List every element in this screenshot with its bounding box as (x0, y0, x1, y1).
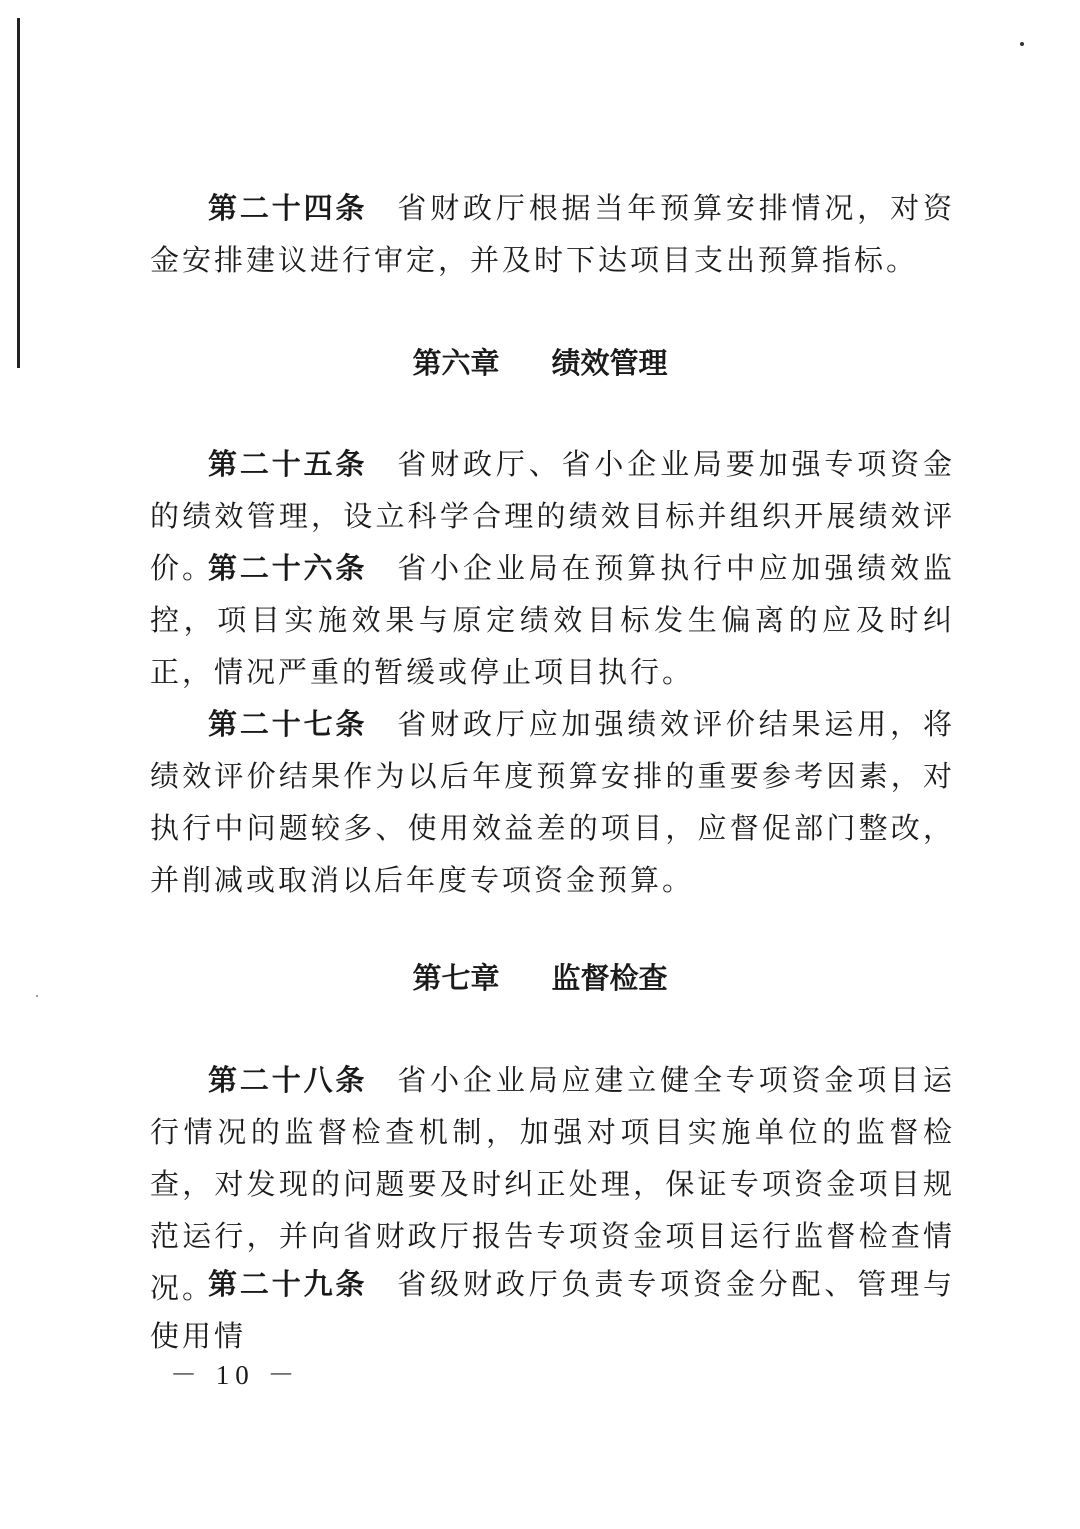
article-number: 第二十九条 (208, 1267, 368, 1301)
chapter-7-heading (0, 958, 1080, 998)
article-number: 第二十八条 (208, 1063, 368, 1097)
chapter-6-heading (0, 343, 1080, 383)
article-number: 第二十六条 (208, 551, 368, 585)
scan-speck (1020, 42, 1024, 46)
page-number: － 10 － (170, 1360, 301, 1390)
article-text: 省财政厅、省小企业局要加强专项资金的绩效管理，设立科学合理的绩效目标并组织开展绩效评价。 (150, 447, 955, 585)
article-number: 第二十四条 (208, 191, 368, 225)
article-24 (150, 182, 955, 286)
article-text: 省小企业局在预算执行中应加强绩效监控，项目实施效果与原定绩效目标发生偏离的应及时纠正，情况严重的暂缓或停止项目执行。 (150, 551, 955, 689)
article-text: 省级财政厅负责专项资金分配、管理与使用情 (150, 1267, 955, 1353)
article-number: 第二十七条 (208, 707, 368, 741)
article-27 (150, 698, 955, 906)
chapter-title: 监督检查 (551, 961, 668, 995)
article-26 (150, 542, 955, 698)
article-text: 省小企业局应建立健全专项资金项目运行情况的监督检查机制，加强对项目实施单位的监督检查，对发现的问题要及时纠正处理，保证专项资金项目规范运行，并向省财政厅报告专项资金项目运行监督检查情况。 (150, 1063, 955, 1305)
scan-binding-line (17, 18, 20, 368)
chapter-number: 第七章 (412, 961, 500, 995)
article-text: 省财政厅根据当年预算安排情况，对资金安排建议进行审定，并及时下达项目支出预算指标。 (150, 191, 955, 277)
article-29 (150, 1258, 955, 1362)
article-number: 第二十五条 (208, 447, 368, 481)
article-text: 省财政厅应加强绩效评价结果运用，将绩效评价结果作为以后年度预算安排的重要参考因素，对执行中问题较多、使用效益差的项目，应督促部门整改，并削减或取消以后年度专项资金预算。 (150, 707, 955, 897)
chapter-title: 绩效管理 (551, 346, 668, 380)
chapter-number: 第六章 (412, 346, 500, 380)
